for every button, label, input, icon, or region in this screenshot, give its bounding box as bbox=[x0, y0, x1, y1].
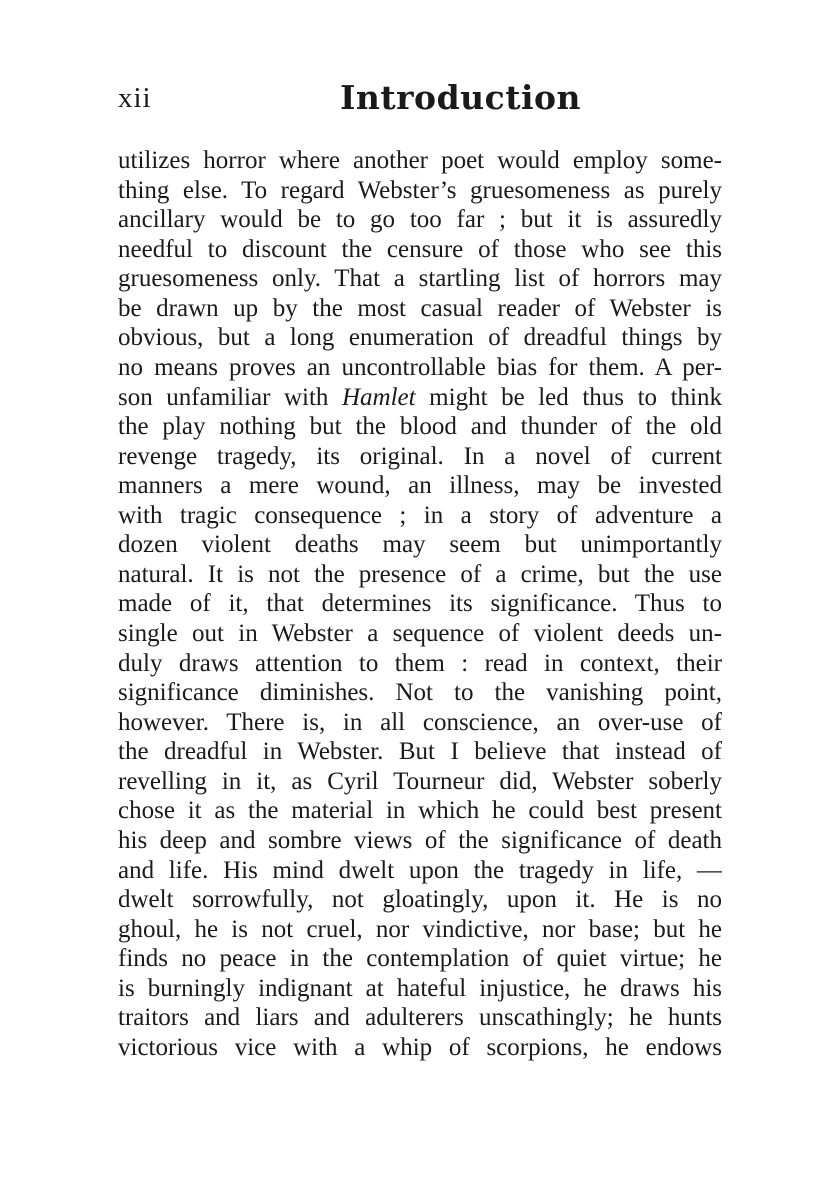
text-line: be drawn up by the most casual reader of Webster is bbox=[118, 294, 722, 322]
text-line: no means proves an uncontrollable bias for them. A per- bbox=[118, 353, 722, 381]
text-line: duly draws attention to them : read in context, their bbox=[118, 649, 722, 677]
text-line: his deep and sombre views of the significance of death bbox=[118, 826, 722, 854]
text-line: dwelt sorrowfully, not gloatingly, upon it. He is no bbox=[118, 886, 722, 914]
text-line: finds no peace in the contemplation of quiet virtue; he bbox=[118, 945, 722, 973]
text-line: made of it, that determines its significance. Thus to bbox=[118, 590, 722, 618]
text-line: significance diminishes. Not to the vanishing point, bbox=[118, 679, 722, 707]
text-line: revenge tragedy, its original. In a novel of current bbox=[118, 442, 722, 470]
text-line: with tragic consequence ; in a story of adventure a bbox=[118, 501, 722, 529]
text-segment: might be led thus to think bbox=[415, 383, 722, 411]
text-line: obvious, but a long enumeration of dreadful things by bbox=[118, 324, 722, 352]
text-line: is burningly indignant at hateful injustice, he draws his bbox=[118, 974, 722, 1002]
text-line: utilizes horror where another poet would employ some- bbox=[118, 147, 722, 174]
text-line-hamlet bbox=[118, 383, 722, 413]
italic-title-hamlet: Hamlet bbox=[342, 383, 416, 411]
text-line: traitors and liars and adulterers unscathingly; he hunts bbox=[118, 1004, 722, 1032]
text-line: manners a mere wound, an illness, may be invested bbox=[118, 472, 722, 500]
text-line: and life. His mind dwelt upon the tragedy in life, — bbox=[118, 856, 722, 884]
text-line: thing else. To regard Webster’s gruesomeness as purely bbox=[118, 176, 722, 204]
text-line: the play nothing but the blood and thunder of the old bbox=[118, 413, 722, 441]
text-line: dozen violent deaths may seem but unimportantly bbox=[118, 531, 722, 559]
body-text bbox=[118, 146, 722, 1062]
text-line: chose it as the material in which he could best present bbox=[118, 797, 722, 825]
text-line: ancillary would be to go too far ; but it is assuredly bbox=[118, 206, 722, 234]
chapter-title: Introduction bbox=[340, 78, 582, 117]
text-line: single out in Webster a sequence of violent deeds un- bbox=[118, 620, 722, 647]
text-line: needful to discount the censure of those who see this bbox=[118, 235, 722, 263]
text-line: however. There is, in all conscience, an over-use of bbox=[118, 708, 722, 736]
page-number: xii bbox=[118, 82, 152, 114]
text-line: victorious vice with a whip of scorpions, he endows bbox=[118, 1033, 722, 1061]
text-segment: son unfamiliar with bbox=[118, 383, 342, 411]
text-line: the dreadful in Webster. But I believe that instead of bbox=[118, 738, 722, 766]
text-line: revelling in it, as Cyril Tourneur did, Webster soberly bbox=[118, 767, 722, 795]
text-line: natural. It is not the presence of a crime, but the use bbox=[118, 560, 722, 588]
text-line: ghoul, he is not cruel, nor vindictive, nor base; but he bbox=[118, 915, 722, 943]
text-line: gruesomeness only. That a startling list of horrors may bbox=[118, 265, 722, 293]
running-head bbox=[118, 80, 722, 124]
